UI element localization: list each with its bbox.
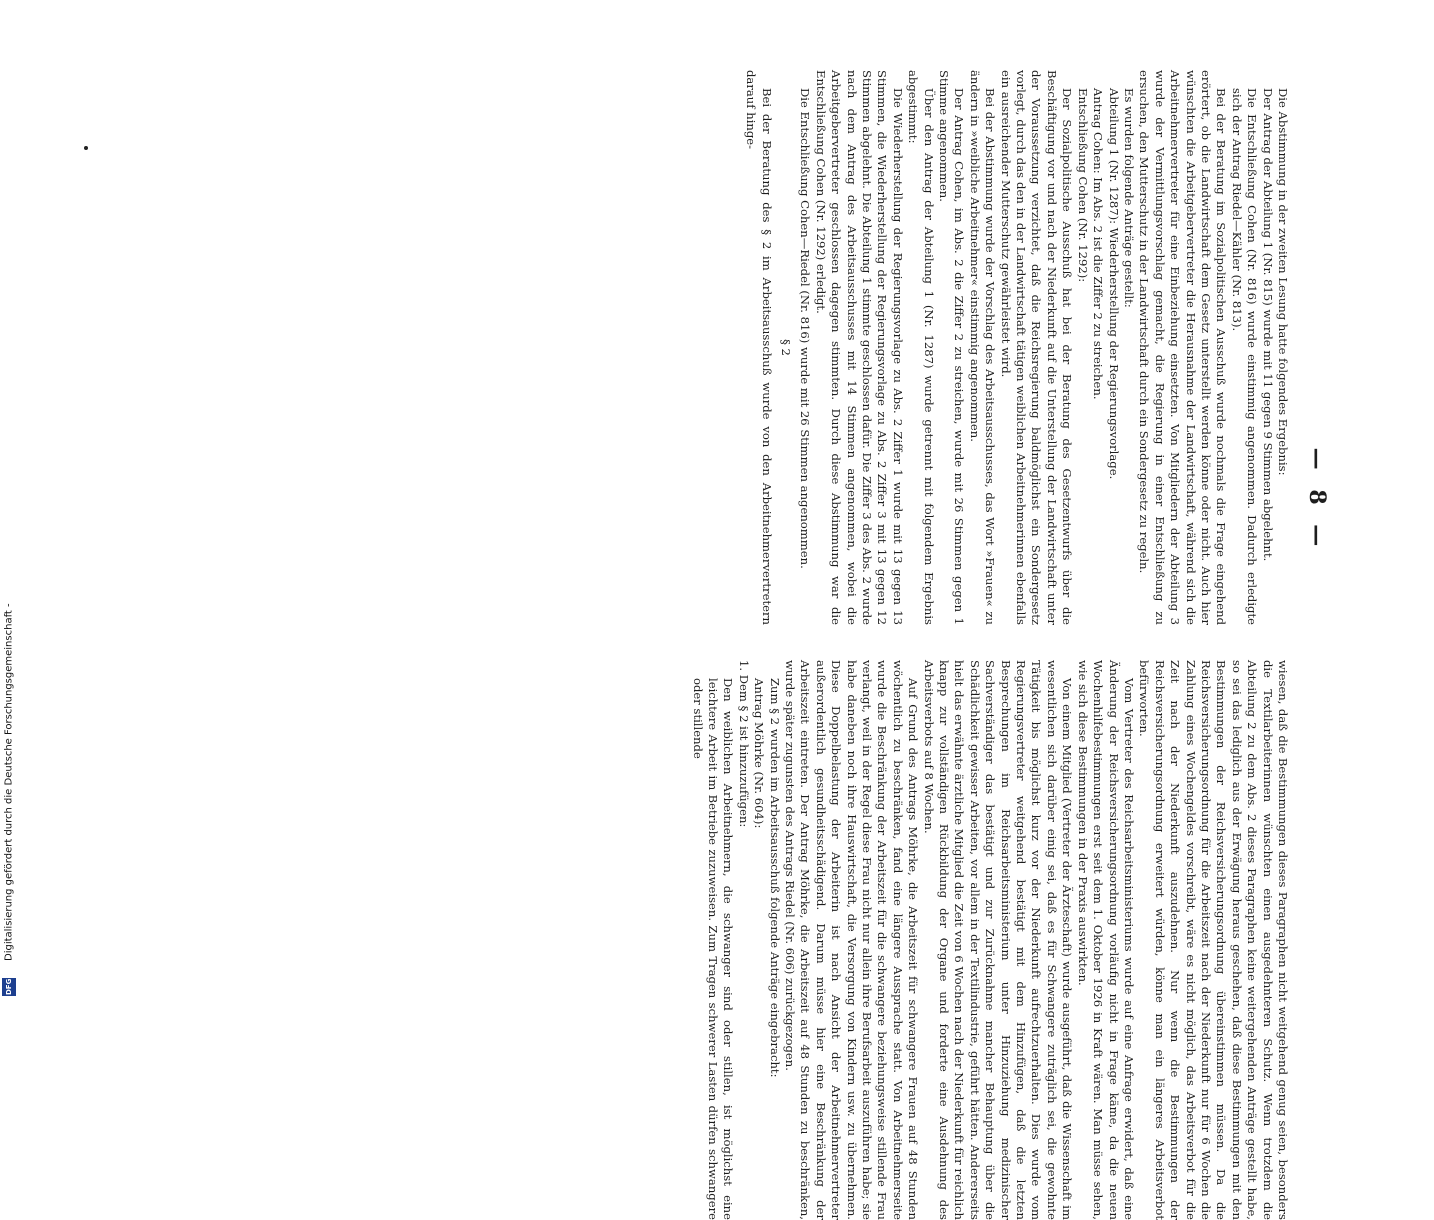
dfg-logo: DFG bbox=[2, 978, 16, 996]
paragraph: Bei der Beratung des § 2 im Arbeitsausschuß wurde von den Arbeitnehmervertretern darauf hinge- bbox=[744, 70, 774, 625]
credit-text: Digitalisierung gefördert durch die Deutsche Forschungsgemeinschaft - bbox=[3, 603, 15, 961]
paragraph: Abteilung 1 (Nr. 1287): Wiederherstellung der Regierungsvorlage. bbox=[1106, 88, 1121, 480]
paragraph: wiesen, daß die Bestimmungen dieses Paragraphen nicht weitgehend genug seien, besonders die Textilarbeiterinnen wünschten einen ausgedehnteren Schutz. Wenn trotzdem die Abteilung 2 zu dem Abs. 2 dieses Paragraphen keine weitergehenden Anträge gestellt habe, so sei das lediglich aus der Erwägung heraus geschehen, daß diese Bestimmungen mit den Bestimmungen der Reichsversicherungsordnung übereinstimmen müssen. Da die Reichsversicherungsordnung für die Arbeitszeit nach der Niederkunft nur für 6 Wochen die Zahlung eines Wochengeldes vorschreibt, wäre es nicht möglich, das Arbeitsverbot für die Zeit nach der Niederkunft auszudehnen. Nur wenn die Bestimmungen der Reichsversicherungsordnung erweitert würden, könne man ein längeres Arbeitsverbot befürworten. bbox=[1137, 660, 1290, 1220]
paragraph: Zum § 2 wurden im Arbeitsausschuß folgende Anträge eingebracht: bbox=[767, 678, 782, 1078]
paragraph: Antrag Möhrke (Nr. 604): bbox=[752, 678, 767, 829]
paragraph: Bei der Beratung im Sozialpolitischen Ausschuß wurde nochmals die Frage eingehend erörtert, ob die Landwirtschaft dem Gesetz unterstellt werden könne oder nicht. Auch hier wünschten die Arbeitgebervertreter die Herausnahme der Landwirtschaft, während sich die Arbeitnehmervertreter für eine Einbeziehung einsetzten. Von Mitgliedern der Abteilung 3 wurde der Vermittlungsvorschlag gemacht, die Regierung in einer Entschließung zu ersuchen, den Mutterschutz in der Landwirtschaft durch ein Sondergesetz zu regeln. bbox=[1137, 70, 1229, 625]
paragraph: Antrag Cohen: Im Abs. 2 ist die Ziffer 2 zu streichen. bbox=[1091, 88, 1106, 400]
scan-speck bbox=[84, 146, 88, 150]
paragraph: § 2 bbox=[779, 339, 793, 356]
paragraph: Über den Antrag der Abteilung 1 (Nr. 1287) wurde getrennt mit folgendem Ergebnis abgestimmt: bbox=[906, 70, 936, 625]
right-column bbox=[410, 660, 1290, 1220]
paragraph: Der Antrag Cohen, im Abs. 2 die Ziffer 2 zu streichen, wurde mit 26 Stimmen gegen 1 Stimme angenommen. bbox=[937, 70, 967, 625]
paragraph: 1. Dem § 2 ist hinzuzufügen: bbox=[736, 660, 751, 828]
paragraph: Entschließung Cohen (Nr. 1292): bbox=[1075, 88, 1090, 283]
paragraph: Vom Vertreter des Reichsarbeitsministeriums wurde auf eine Anfrage erwidert, daß eine Änderung der Reichsversicherungsordnung vorläufig nicht in Frage käme, da die neuen Wochenhilfebestimmungen erst seit dem 1. Oktober 1926 in Kraft wären. Man müsse sehen, wie sich diese Bestimmungen in der Praxis auswirkten. bbox=[1075, 660, 1136, 1220]
paragraph: Die Entschließung Cohen—Riedel (Nr. 816) wurde mit 26 Stimmen angenommen. bbox=[798, 88, 813, 569]
digitization-credit bbox=[0, 0, 18, 1000]
paragraph: Es wurden folgende Anträge gestellt: bbox=[1121, 88, 1136, 308]
paragraph: Auf Grund des Antrags Möhrke, die Arbeitszeit für schwangere Frauen auf 48 Stunden wöchentlich zu beschränken, fand eine längere Aussprache statt. Von Arbeitnehmerseite wurde die Beschränkung der Arbeitszeit für die schwangere beziehungsweise stillende Frau verlangt, weil in der Regel diese Frau nicht nur allein ihre Berufsarbeit auszuführen habe; sie habe daneben noch ihre Hauswirtschaft, die Versorgung von Kindern usw. zu übernehmen. Diese Doppelbelastung der Arbeiterin ist nach Ansicht der Arbeitnehmervertreter außerordentlich gesundheitsschädigend. Darum müsse hier eine Beschränkung der Arbeitszeit eintreten. Der Antrag Möhrke, die Arbeitszeit auf 48 Stunden zu beschränken, wurde später zugunsten des Antrags Riedel (Nr. 606) zurückgezogen. bbox=[783, 660, 921, 1220]
paragraph: Der Sozialpolitische Ausschuß hat bei der Beratung des Gesetzentwurfs über die Beschäftigung vor und nach der Niederkunft auf die Unterstellung der Landwirtschaft unter der Voraussetzung verzichtet, daß die Reichsregierung baldmöglichst ein Sondergesetz vorlegt, durch das den in der Landwirtschaft tätigen weiblichen Arbeitnehmerinnen ebenfalls ein ausreichender Mutterschutz gewährleistet wird. bbox=[998, 70, 1075, 625]
paragraph: Den weiblichen Arbeitnehmern, die schwanger sind oder stillen, ist möglichst eine leichtere Arbeit im Betriebe zuzuweisen. Zum Tragen schwerer Lasten dürfen schwangere oder stillende bbox=[690, 678, 736, 1220]
paragraph: Bei der Abstimmung wurde der Vorschlag des Arbeitsausschusses, das Wort »Frauen« zu ändern in »weibliche Arbeitnehmer« einstimmig angenommen. bbox=[967, 70, 998, 625]
page-number: — 8 — bbox=[1304, 447, 1330, 553]
paragraph: Der Antrag der Abteilung 1 (Nr. 815) wurde mit 11 gegen 9 Stimmen abgelehnt. bbox=[1260, 88, 1275, 562]
rotated-document-page bbox=[155, 60, 1330, 1220]
paragraph: Die Abstimmung in der zweiten Lesung hatte folgendes Ergebnis: bbox=[1276, 88, 1290, 476]
paragraph: Die Entschließung Cohen (Nr. 816) wurde einstimmig angenommen. Dadurch erledigte sich der Antrag Riedel—Kähler (Nr. 813). bbox=[1229, 88, 1260, 625]
paragraph: Von einem Mitglied (Vertreter der Ärzteschaft) wurde ausgeführt, daß die Wissenschaft im wesentlichen sich darüber einig sei, daß es für Schwangere zuträglich sei, die gewohnte Tätigkeit bis möglichst kurz vor der Niederkunft aufrechtzuerhalten. Dies wurde vom Regierungsvertreter weitgehend bestätigt mit dem Hinzufügen, daß die letzten Besprechungen im Reichsarbeitsministerium unter Hinzuziehung medizinischer Sachverständiger das bestätigt und zur Zurücknahme mancher Behauptung über die Schädlichkeit gewisser Arbeiten, vor allem in der Textilindustrie, geführt hätten. Andererseits hielt das erwähnte ärztliche Mitglied die Zeit von 6 Wochen nach der Niederkunft für reichlich knapp zur vollständigen Rückbildung der Organe und forderte eine Ausdehnung des Arbeitsverbots auf 8 Wochen. bbox=[921, 660, 1075, 1220]
left-column bbox=[410, 70, 1290, 625]
paragraph: Die Wiederherstellung der Regierungsvorlage zu Abs. 2 Ziffer 1 wurde mit 13 gegen 13 Stimmen, die Wiederherstellung der Regierungsvorlage zu Abs. 2 Ziffer 3 mit 13 gegen 12 Stimmen abgelehnt. Die Abteilung 1 stimmte geschlossen dafür. Die Ziffer 3 des Abs. 2 wurde nach dem Antrag des Arbeitsausschusses mit 14 Stimmen angenommen, wobei die Arbeitgebervertreter geschlossen dagegen stimmten. Durch diese Abstimmung war die Entschließung Cohen (Nr. 1292) erledigt. bbox=[813, 70, 905, 625]
